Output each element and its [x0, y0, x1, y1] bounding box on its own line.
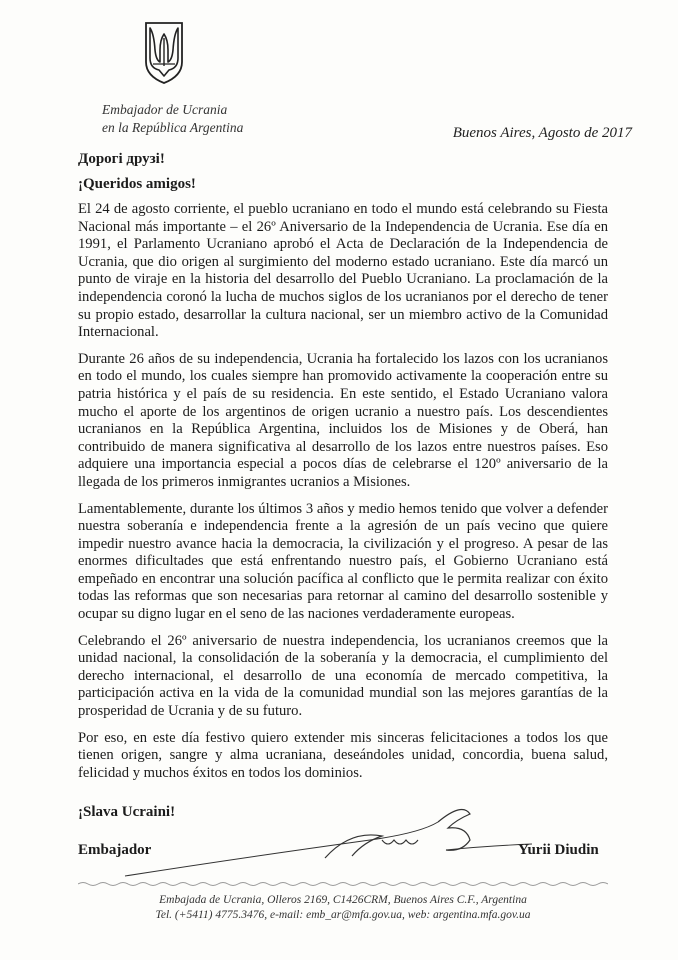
dateline: Buenos Aires, Agosto de 2017 [452, 125, 632, 141]
paragraph-4: Celebrando el 26º aniversario de nuestra independencia, los ucranianos creemos que la unidad nacional, la consolidación de la soberanía y la democracia, el cumplimiento del derecho internacional, el desarrollo de una economía de mercado competitiva, la participación activa en la vida de la comunidad mundial son las mejores garantías de la prosperidad de Ucrania y de su futuro. [78, 632, 608, 720]
paragraph-3: Lamentablemente, durante los últimos 3 años y medio hemos tenido que volver a defender nuestra soberanía e independencia frente a la agresión de un país vecino que quiere impedir nuestro avance hacia la democracia, la civilización y el progreso. A pesar de las enormes dificultades que está enfrentando nuestro país, el Gobierno Ucraniano está empeñado en encontrar una solución pacífica al conflicto que le permita realizar con éxito todas las reformas que son necesarias para retornar al camino del desarrollo sostenible y ocupar su digno lugar en el seno de las naciones verdaderamente europeas. [78, 500, 608, 623]
footer-contact [78, 893, 608, 923]
signature-name: Yurii Diudin [518, 842, 599, 858]
ukraine-trident-icon [143, 20, 185, 86]
footer-contact-line: Tel. (+5411) 4775.3476, e-mail: emb_ar@mfa.gov.ua, web: argentina.mfa.gov.ua [155, 909, 531, 921]
letter-body [78, 201, 608, 791]
paragraph-2: Durante 26 años de su independencia, Ucrania ha fortalecido los lazos con los ucranianos en todo el mundo, los cuales siempre han promovido activamente la cooperación entre su patria histórica y el país de su residencia. En este sentido, el Estado Ucraniano valora mucho el aporte de los argentinos de origen ucranio a nuestro país. Los descendientes ucranianos en la República Argentina, incluidos los de Misiones y de Oberá, han contribuido de manera significativa al desarrollo de los lazos entre nuestros países. Eso adquiere una importancia especial a pocos días de celebrarse el 120º aniversario de la llegada de los primeros inmigrantes ucranios a Misiones. [78, 350, 608, 490]
sender-block [102, 101, 243, 137]
handwritten-signature [120, 800, 540, 880]
sender-line-1: Embajador de Ucrania [102, 102, 228, 117]
sender-line-2: en la República Argentina [102, 120, 244, 135]
signature-title: Embajador [78, 842, 152, 858]
greeting-ukrainian: Дорогі друзі! [78, 151, 165, 167]
footer-address: Embajada de Ucrania, Olleros 2169, C1426CRM, Buenos Aires C.F., Argentina [159, 894, 527, 906]
closing-salute: ¡Slava Ucraini! [78, 804, 176, 820]
greeting-spanish: ¡Queridos amigos! [78, 176, 196, 192]
footer-divider [78, 880, 608, 888]
paragraph-5: Por eso, en este día festivo quiero extender mis sinceras felicitaciones a todos los que tienen origen, sangre y alma ucraniana, deseándoles unidad, concordia, buena salud, felicidad y muchos éxitos en todos los dominios. [78, 729, 608, 781]
paragraph-1: El 24 de agosto corriente, el pueblo ucraniano en todo el mundo está celebrando su Fiesta Nacional más importante – el 26º Aniversario de la Independencia de Ucrania. Ese día en 1991, el Parlamento Ucraniano aprobó el Acta de Declaración de la Independencia de Ucrania, que dio origen al surgimiento del moderno estado ucraniano. Este día marcó un punto de viraje en la historia del desarrollo del Pueblo Ucraniano. La proclamación de la independencia coronó la lucha de muchos siglos de los ucranianos por el derecho de tener su propio estado, desarrollar la cultura nacional, ser un miembro activo de la Comunidad Internacional. [78, 201, 608, 341]
